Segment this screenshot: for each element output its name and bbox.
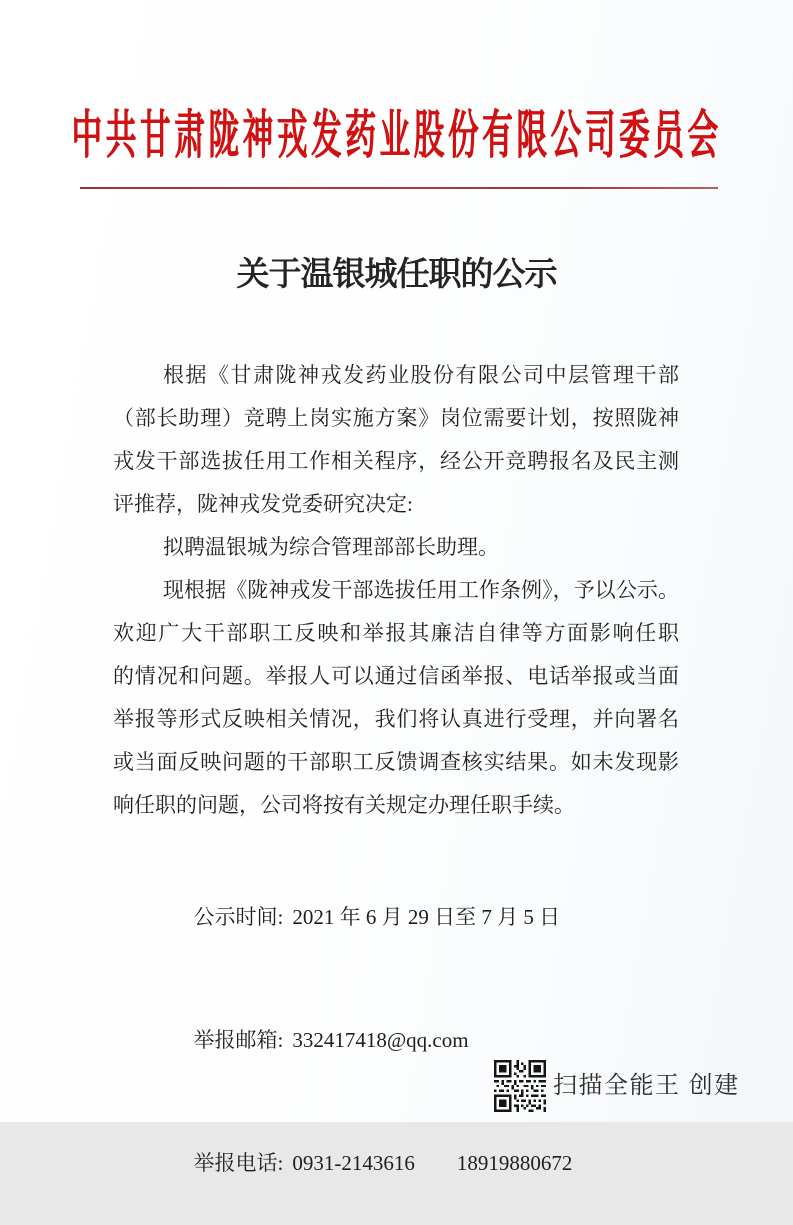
document-title: 关于温银城任职的公示	[236, 257, 557, 293]
body-line: 举报等形式反映相关情况，我们将认真进行受理，并向署名	[113, 707, 679, 731]
report-email-value: 332417418@qq.com	[292, 1028, 469, 1052]
body-line: 现根据《陇神戎发干部选拔任用工作条例》，予以公示。	[163, 578, 679, 602]
report-email-label: 举报邮箱:	[193, 1028, 284, 1052]
publicity-period-row	[162, 856, 572, 979]
body-line: （部长助理）竞聘上岗实施方案》岗位需要计划，按照陇神	[113, 406, 679, 430]
letterhead	[71, 106, 722, 168]
body-line: 根据《甘肃陇神戎发药业股份有限公司中层管理干部	[163, 363, 679, 387]
body-line: 欢迎广大干部职工反映和举报其廉洁自律等方面影响任职	[113, 621, 679, 645]
organization-name: 中共甘肃陇神戎发药业股份有限公司委员会	[71, 108, 722, 165]
scanner-watermark-text: 扫描全能王 创建	[553, 1072, 740, 1099]
report-phone-value-2: 18919880672	[456, 1151, 573, 1175]
letterhead-divider	[80, 187, 718, 189]
body-line: 评推荐，陇神戎发党委研究决定:	[113, 492, 413, 516]
body-line: 戎发干部选拔任用工作相关程序，经公开竞聘报名及民主测	[113, 449, 679, 473]
report-phone-value: 0931-2143616	[292, 1151, 415, 1175]
report-phone-row	[162, 1102, 572, 1225]
qr-code-icon	[494, 1059, 546, 1113]
body-line: 的情况和问题。举报人可以通过信函举报、电话举报或当面	[113, 664, 679, 688]
body-line: 或当面反映问题的干部职工反馈调查核实结果。如未发现影	[113, 750, 679, 774]
body-line: 拟聘温银城为综合管理部部长助理。	[163, 535, 499, 559]
body-line: 响任职的问题，公司将按有关规定办理任职手续。	[113, 793, 575, 817]
publicity-period-value: 2021 年 6 月 29 日至 7 月 5 日	[292, 905, 561, 929]
report-phone-label: 举报电话:	[193, 1151, 284, 1175]
contact-block	[162, 856, 572, 1225]
document-body	[113, 354, 679, 827]
publicity-period-label: 公示时间:	[193, 905, 284, 929]
